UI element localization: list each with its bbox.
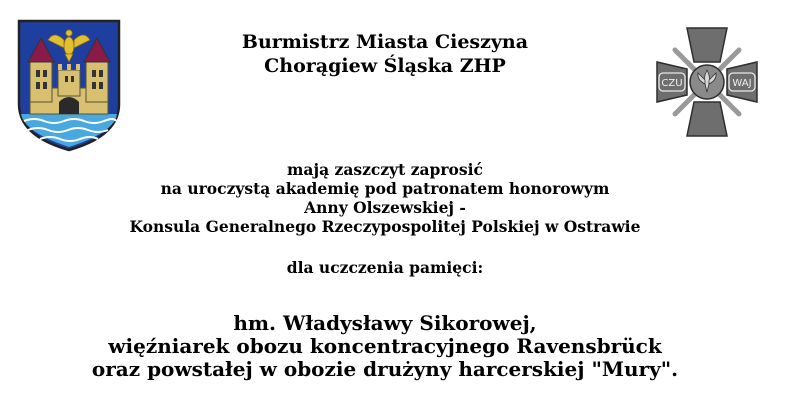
invitation-line: Konsula Generalnego Rzeczypospolitej Polskiej w Ostrawie <box>129 217 641 236</box>
invitation-line: Anny Olszewskiej - <box>304 198 466 217</box>
harcerski-cross-icon <box>654 20 760 146</box>
honoree-line: oraz powstałej w obozie drużyny harcerskiej "Mury". <box>91 357 679 381</box>
invitation-text <box>0 160 770 236</box>
honoree-line: więźniarek obozu koncentracyjnego Ravensbrück <box>108 334 662 358</box>
commemoration-intro: dla uczczenia pamięci: <box>286 258 484 277</box>
cross-text-left: CZU <box>661 78 683 89</box>
organizer-mayor: Burmistrz Miasta Cieszyna <box>241 31 529 53</box>
invitation-line: na uroczystą akademię pod patronatem honorowym <box>160 179 610 198</box>
organizer-zhp-banner: Chorągiew Śląska ZHP <box>264 55 506 77</box>
commemoration-honorees <box>0 312 770 381</box>
invitation-line: mają zaszczyt zaprosić <box>287 160 483 179</box>
cross-text-right: WAJ <box>732 78 752 89</box>
honoree-line: hm. Władysławy Sikorowej, <box>233 311 537 335</box>
